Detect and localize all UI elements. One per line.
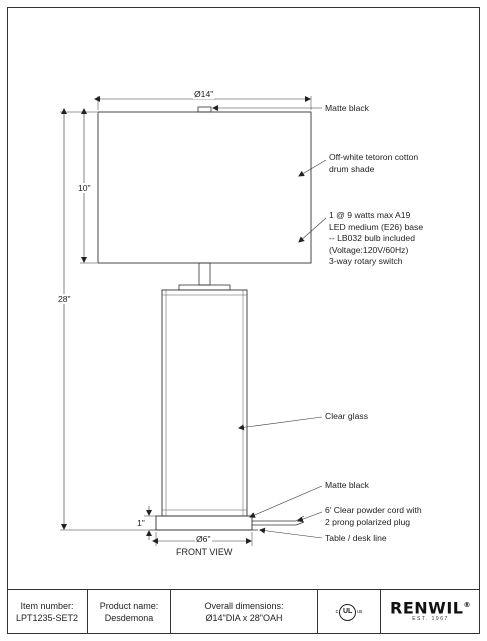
item-number-cell	[7, 590, 88, 634]
ul-c-mark: c	[335, 609, 339, 615]
title-block	[7, 589, 480, 634]
item-number-value: LPT1235-SET2	[15, 613, 79, 623]
callout-bulb-line-4: (Voltage:120V/60Hz)	[329, 244, 409, 255]
callout-table-line: Table / desk line	[325, 533, 387, 543]
product-name-cell	[88, 590, 171, 634]
leader-table	[260, 530, 322, 538]
callout-shade-line-1: Off-white tetoron cotton	[329, 152, 419, 162]
callout-cord	[325, 505, 422, 528]
dim-base-diameter: Ø6"	[196, 534, 211, 544]
dim-overall-height: 28"	[58, 294, 71, 304]
callout-glass: Clear glass	[325, 411, 368, 421]
lamp-shade	[98, 112, 311, 263]
ul-circle: UL	[339, 604, 356, 621]
callout-bulb-line-1: 1 @ 9 watts max A19	[329, 210, 411, 220]
dim-shade-height: 10"	[78, 183, 91, 193]
dim-shade-diameter: Ø14"	[194, 89, 214, 99]
ul-us-mark: us	[357, 609, 363, 615]
leader-bulb	[299, 218, 326, 242]
overall-dimensions-value: Ø14"DIA x 28"OAH	[205, 613, 283, 623]
product-name-value: Desdemona	[104, 613, 154, 623]
lamp-neck	[199, 263, 210, 285]
leader-base	[250, 486, 322, 517]
callout-bulb	[329, 210, 423, 268]
callout-cord-line-1: 6' Clear powder cord with	[325, 505, 422, 515]
view-label: FRONT VIEW	[176, 547, 233, 557]
dim-base-height: 1"	[137, 518, 145, 528]
brand-logo	[390, 598, 471, 618]
overall-dimensions-label: Overall dimensions:	[204, 601, 284, 611]
lamp-cap	[179, 285, 230, 290]
product-name-label: Product name:	[99, 601, 159, 611]
leader-shade	[299, 160, 326, 176]
leader-glass	[239, 417, 322, 428]
brand-name: RENWIL	[390, 598, 464, 618]
item-number-label: Item number:	[20, 601, 74, 611]
ul-listed-icon	[336, 604, 363, 621]
lamp-glass-body	[162, 290, 247, 516]
callout-shade-line-2: drum shade	[329, 163, 375, 174]
overall-dimensions-cell	[171, 590, 318, 634]
callout-finial: Matte black	[325, 103, 369, 113]
callout-bulb-line-5: 3-way rotary switch	[329, 256, 403, 266]
brand-registered-mark: ®	[463, 600, 471, 609]
ul-listing-cell	[318, 590, 381, 634]
lamp-base	[156, 516, 252, 530]
lamp-finial	[198, 107, 211, 112]
callout-shade	[329, 152, 418, 175]
callout-cord-line-2: 2 prong polarized plug	[325, 516, 411, 527]
leader-cord	[298, 512, 322, 521]
callout-base: Matte black	[325, 480, 369, 490]
brand-established: EST. 1967	[412, 616, 449, 623]
callout-bulb-line-2: LED medium (E26) base	[329, 221, 424, 232]
power-cord	[252, 516, 304, 525]
brand-cell	[381, 590, 480, 634]
callout-bulb-line-3: -- LB032 bulb included	[329, 233, 415, 243]
